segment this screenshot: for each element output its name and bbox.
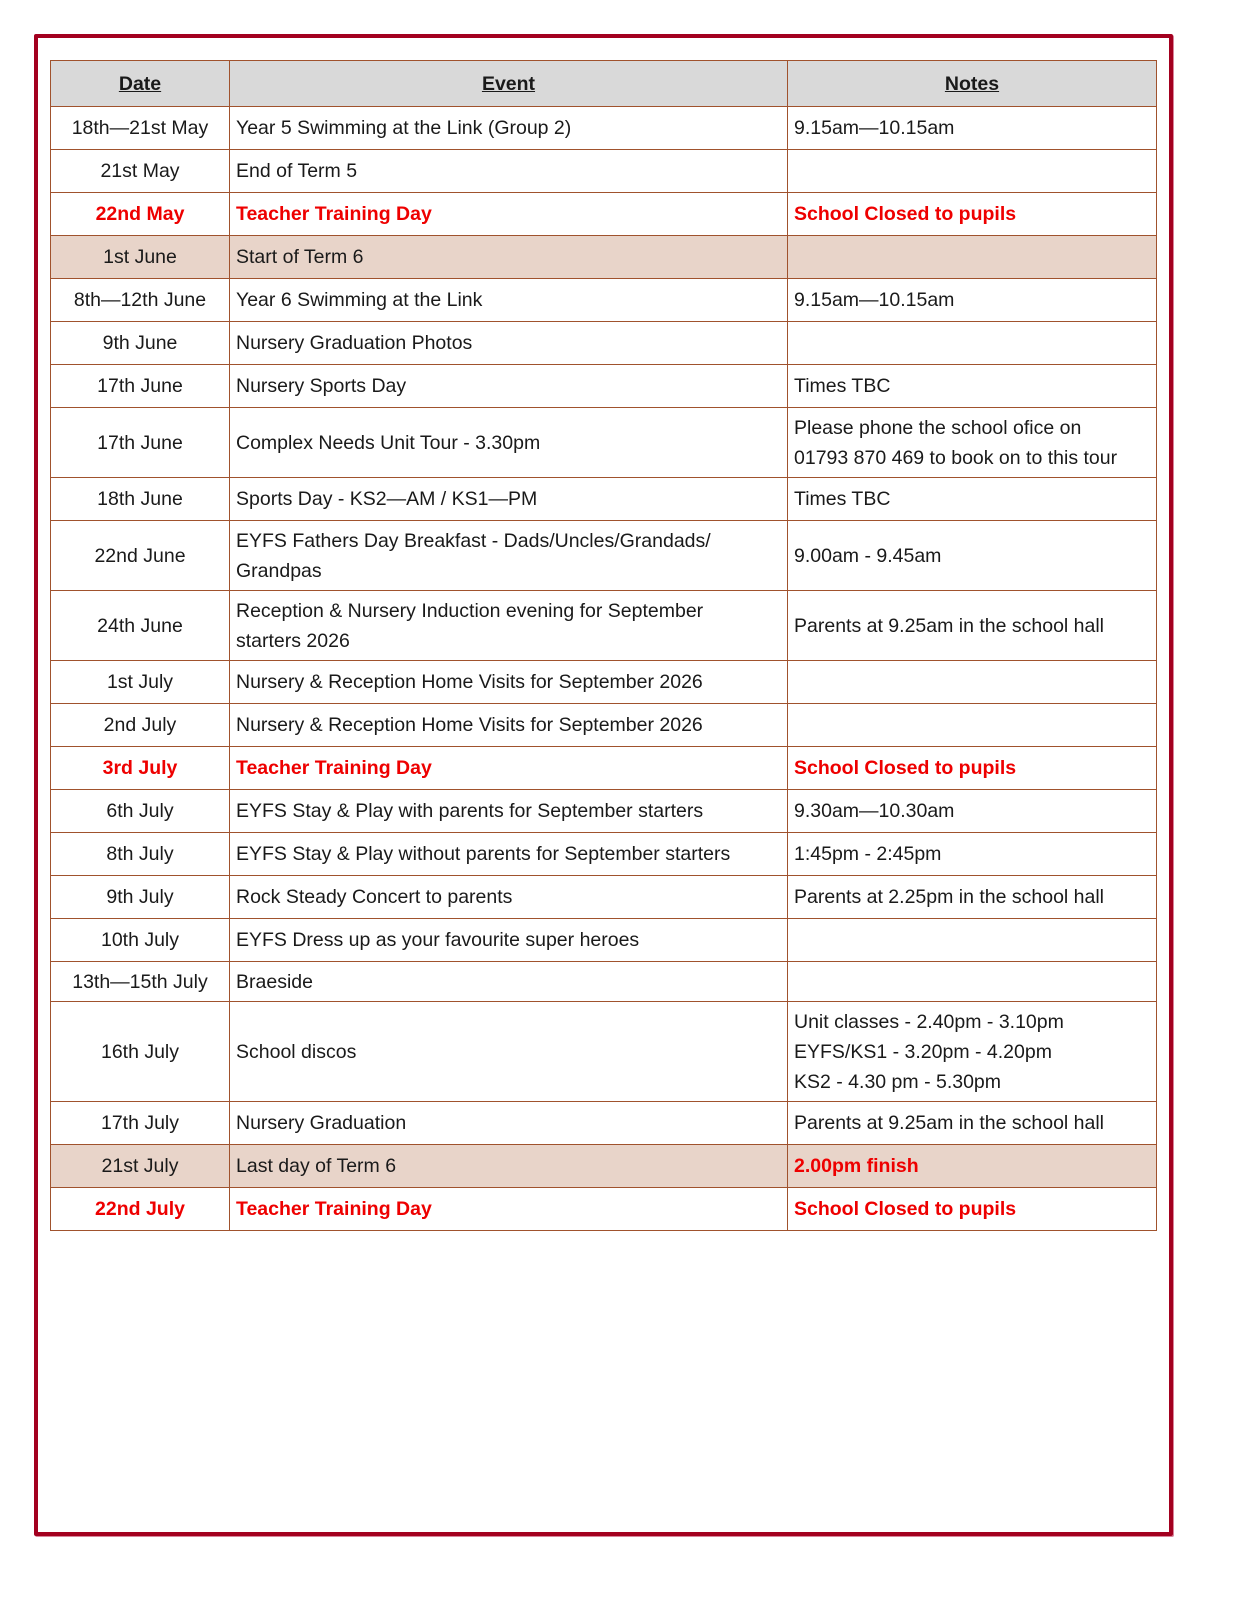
notes-cell: 2.00pm finish (788, 1145, 1157, 1188)
notes-cell: School Closed to pupils (788, 747, 1157, 790)
table-row (51, 478, 1157, 521)
notes-cell: School Closed to pupils (788, 193, 1157, 236)
notes-cell (788, 236, 1157, 279)
table-row (51, 919, 1157, 962)
event-line: EYFS Fathers Day Breakfast - Dads/Uncles/Grandads/ (236, 529, 711, 552)
event-cell: School discos (230, 1002, 788, 1102)
date-cell: 16th July (51, 1002, 230, 1102)
notes-line: 01793 870 469 to book on to this tour (794, 446, 1118, 469)
event-cell: Start of Term 6 (230, 236, 788, 279)
event-line: starters 2026 (236, 629, 350, 652)
event-cell (230, 521, 788, 591)
date-cell: 22nd May (51, 193, 230, 236)
event-cell: Rock Steady Concert to parents (230, 876, 788, 919)
date-cell: 18th—21st May (51, 107, 230, 150)
notes-cell: Parents at 9.25am in the school hall (788, 591, 1157, 661)
event-cell (230, 591, 788, 661)
date-cell: 17th June (51, 408, 230, 478)
notes-cell (788, 661, 1157, 704)
header-event: Event (230, 61, 788, 107)
date-cell: 21st May (51, 150, 230, 193)
date-cell: 17th July (51, 1102, 230, 1145)
date-cell: 8th—12th June (51, 279, 230, 322)
table-row (51, 790, 1157, 833)
event-line: Grandpas (236, 559, 322, 582)
table-row (51, 150, 1157, 193)
notes-cell (788, 919, 1157, 962)
table-row (51, 107, 1157, 150)
event-cell: Year 5 Swimming at the Link (Group 2) (230, 107, 788, 150)
event-cell: Braeside (230, 962, 788, 1002)
table-row (51, 1102, 1157, 1145)
notes-cell (788, 150, 1157, 193)
event-line: Reception & Nursery Induction evening for September (236, 599, 704, 622)
event-cell: Teacher Training Day (230, 747, 788, 790)
table-row (51, 521, 1157, 591)
date-cell: 17th June (51, 365, 230, 408)
header-row (51, 61, 1157, 107)
table-row-training-day (51, 1188, 1157, 1231)
notes-cell (788, 408, 1157, 478)
date-cell: 22nd June (51, 521, 230, 591)
table-row (51, 591, 1157, 661)
notes-cell (788, 704, 1157, 747)
notes-cell (788, 962, 1157, 1002)
table-row-term-end (51, 1145, 1157, 1188)
table-row (51, 704, 1157, 747)
notes-line: Unit classes - 2.40pm - 3.10pm (794, 1010, 1064, 1033)
event-cell: EYFS Stay & Play with parents for September starters (230, 790, 788, 833)
date-cell: 2nd July (51, 704, 230, 747)
table-row (51, 322, 1157, 365)
table-row (51, 962, 1157, 1002)
notes-cell: Parents at 2.25pm in the school hall (788, 876, 1157, 919)
event-cell: Nursery Graduation Photos (230, 322, 788, 365)
table-row (51, 279, 1157, 322)
event-cell: Complex Needs Unit Tour - 3.30pm (230, 408, 788, 478)
table-row (51, 408, 1157, 478)
event-cell: Nursery Graduation (230, 1102, 788, 1145)
date-cell: 10th July (51, 919, 230, 962)
event-cell: Year 6 Swimming at the Link (230, 279, 788, 322)
date-cell: 8th July (51, 833, 230, 876)
table-row (51, 661, 1157, 704)
event-cell: End of Term 5 (230, 150, 788, 193)
notes-cell: 9.00am - 9.45am (788, 521, 1157, 591)
notes-cell: Parents at 9.25am in the school hall (788, 1102, 1157, 1145)
table-row (51, 365, 1157, 408)
notes-cell: 9.15am—10.15am (788, 279, 1157, 322)
table-row-training-day (51, 747, 1157, 790)
date-cell: 6th July (51, 790, 230, 833)
event-cell: Sports Day - KS2—AM / KS1—PM (230, 478, 788, 521)
event-cell: Teacher Training Day (230, 193, 788, 236)
notes-line: Please phone the school ofice on (794, 416, 1082, 439)
header-date: Date (51, 61, 230, 107)
table-row-training-day (51, 193, 1157, 236)
events-table (50, 60, 1157, 1231)
date-cell: 1st June (51, 236, 230, 279)
date-cell: 24th June (51, 591, 230, 661)
notes-line: KS2 - 4.30 pm - 5.30pm (794, 1070, 1002, 1093)
event-cell: Last day of Term 6 (230, 1145, 788, 1188)
date-cell: 13th—15th July (51, 962, 230, 1002)
event-cell: EYFS Dress up as your favourite super heroes (230, 919, 788, 962)
notes-cell: School Closed to pupils (788, 1188, 1157, 1231)
date-cell: 3rd July (51, 747, 230, 790)
notes-cell (788, 322, 1157, 365)
event-cell: EYFS Stay & Play without parents for September starters (230, 833, 788, 876)
date-cell: 9th July (51, 876, 230, 919)
notes-cell (788, 1002, 1157, 1102)
date-cell: 21st July (51, 1145, 230, 1188)
date-cell: 1st July (51, 661, 230, 704)
date-cell: 22nd July (51, 1188, 230, 1231)
notes-line: EYFS/KS1 - 3.20pm - 4.20pm (794, 1040, 1052, 1063)
date-cell: 9th June (51, 322, 230, 365)
table-row-term-start (51, 236, 1157, 279)
notes-cell: Times TBC (788, 365, 1157, 408)
table-row (51, 1002, 1157, 1102)
notes-cell: Times TBC (788, 478, 1157, 521)
header-notes: Notes (788, 61, 1157, 107)
table-row (51, 833, 1157, 876)
notes-cell: 9.30am—10.30am (788, 790, 1157, 833)
notes-cell: 9.15am—10.15am (788, 107, 1157, 150)
event-cell: Teacher Training Day (230, 1188, 788, 1231)
table-row (51, 876, 1157, 919)
notes-cell: 1:45pm - 2:45pm (788, 833, 1157, 876)
event-cell: Nursery & Reception Home Visits for September 2026 (230, 704, 788, 747)
event-cell: Nursery & Reception Home Visits for September 2026 (230, 661, 788, 704)
date-cell: 18th June (51, 478, 230, 521)
event-cell: Nursery Sports Day (230, 365, 788, 408)
